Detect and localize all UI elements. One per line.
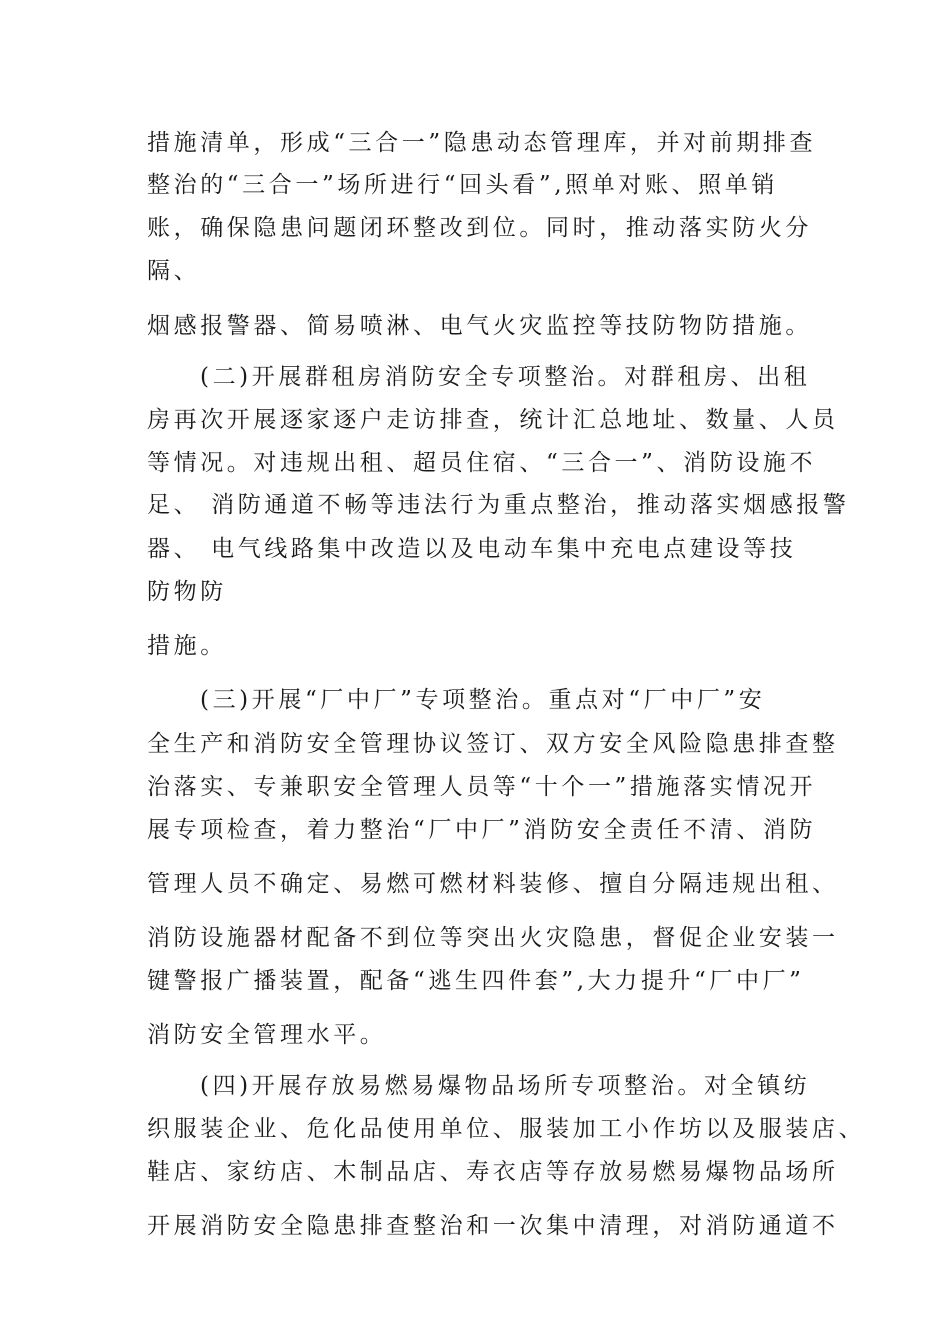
text-line: 消防设施器材配备不到位等突出火灾隐患，督促企业安装一 — [147, 925, 839, 951]
text-line: 烟感报警器、简易喷淋、电气火灾监控等技防物防措施。 — [147, 313, 812, 339]
paragraph-heading-3: (三)开展“厂中厂”专项整治。重点对“厂中厂”安 — [200, 687, 766, 713]
text-line: 房再次开展逐家逐户走访排查，统计汇总地址、数量、人员 — [147, 407, 839, 433]
paragraph-heading-2: (二)开展群租房消防安全专项整治。对群租房、出租 — [200, 364, 811, 390]
text-line: 治落实、专兼职安全管理人员等“十个一”措施落实情况开 — [147, 774, 817, 800]
text-line: 账，确保隐患问题闭环整改到位。同时，推动落实防火分 — [147, 215, 812, 241]
text-line: 器、 电气线路集中改造以及电动车集中充电点建设等技 — [147, 536, 797, 562]
text-line: 键警报广播装置，配备“逃生四件套”,大力提升“厂中厂” — [147, 968, 805, 994]
text-line: 鞋店、家纺店、木制品店、寿衣店等存放易燃易爆物品场所 — [147, 1159, 839, 1185]
text-line: 全生产和消防安全管理协议签订、双方安全风险隐患排查整 — [147, 731, 839, 757]
text-line: 开展消防安全隐患排查整治和一次集中清理，对消防通道不 — [147, 1213, 839, 1239]
text-line: 展专项检查，着力整治“厂中厂”消防安全责任不清、消防 — [147, 817, 817, 843]
text-line: 等情况。对违规出租、超员住宿、“三合一”、消防设施不 — [147, 450, 817, 476]
text-line: 整治的“三合一”场所进行“回头看”,照单对账、照单销 — [147, 172, 778, 198]
text-line: 足、 消防通道不畅等违法行为重点整治，推动落实烟感报警 — [147, 492, 850, 518]
text-line: 防物防 — [147, 579, 227, 605]
text-line: 管理人员不确定、易燃可燃材料装修、擅自分隔违规出租、 — [147, 871, 839, 897]
text-line: 织服装企业、危化品使用单位、服装加工小作坊以及服装店、 — [147, 1116, 866, 1142]
paragraph-heading-4: (四)开展存放易燃易爆物品场所专项整治。对全镇纺 — [200, 1073, 811, 1099]
text-line: 措施清单，形成“三合一”隐患动态管理库，并对前期排查 — [147, 130, 817, 156]
text-line: 措施。 — [147, 633, 227, 659]
text-line: 消防安全管理水平。 — [147, 1022, 387, 1048]
text-line: 隔、 — [147, 258, 201, 284]
